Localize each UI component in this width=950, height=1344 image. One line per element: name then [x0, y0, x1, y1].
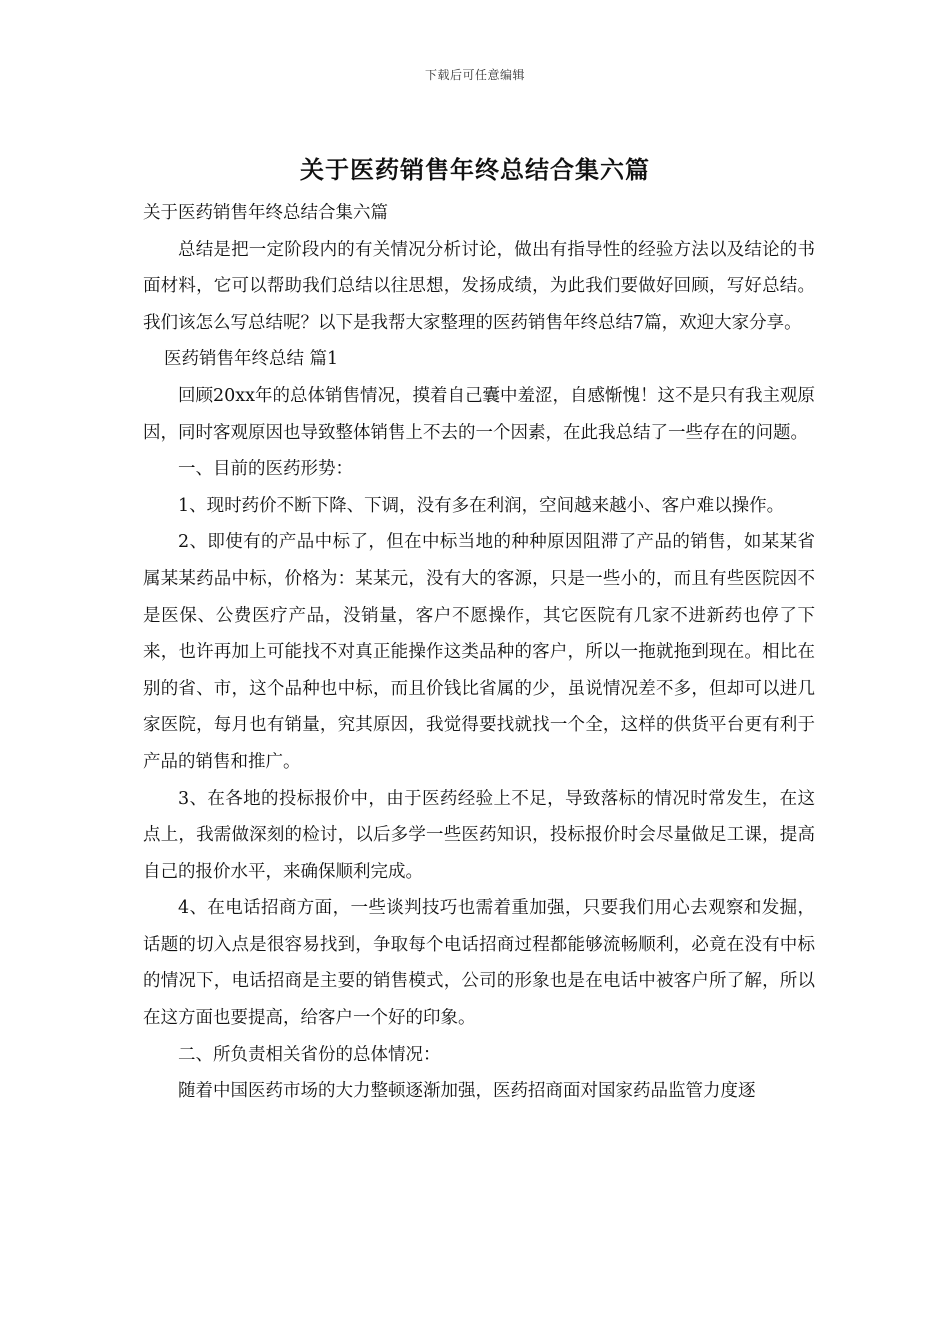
subtitle-line: 关于医药销售年终总结合集六篇 — [143, 203, 388, 223]
paragraph-review: 回顾20xx年的总体销售情况，摸着自己囊中羞涩，自感惭愧！这不是只有我主观原因，同时客观原因也导致整体销售上不去的一个因素，在此我总结了一些存在的问题。 — [143, 385, 816, 443]
list-item-3: 3、在各地的投标报价中，由于医药经验上不足，导致落标的情况时常发生，在这点上，我需做深刻的检讨，以后多学一些医药知识，投标报价时会尽量做足工课，提高自己的报价水平，来确保顺利完成。 — [143, 788, 815, 882]
heading-province-overview: 二、所负责相关省份的总体情况： — [178, 1044, 441, 1065]
section-heading-article-1: 医药销售年终总结 篇1 — [164, 349, 339, 370]
intro-paragraph: 总结是把一定阶段内的有关情况分析讨论，做出有指导性的经验方法以及结论的书面材料，它可以帮助我们总结以往思想，发扬成绩，为此我们要做好回顾，写好总结。我们该怎么写总结呢？以下是我帮大家整理的医药销售年终总结7篇，欢迎大家分享。 — [143, 239, 815, 333]
document-body — [143, 195, 815, 1110]
list-item-4: 4、在电话招商方面，一些谈判技巧也需着重加强，只要我们用心去观察和发掘，话题的切入点是很容易找到，争取每个电话招商过程都能够流畅顺利，必竟在没有中标的情况下，电话招商是主要的销售模式，公司的形象也是在电话中被客户所了解，所以在这方面也要提高，给客户一个好的印象。 — [143, 898, 815, 1029]
document-title: 关于医药销售年终总结合集六篇 — [300, 155, 650, 184]
list-item-2: 2、即使有的产品中标了，但在中标当地的种种原因阻滞了产品的销售，如某某省属某某药品中标，价格为：某某元，没有大的客源，只是一些小的，而且有些医院因不是医保、公费医疗产品，没销量，客户不愿操作，其它医院有几家不进新药也停了下来，也许再加上可能找不对真正能操作这类品种的客户，所以一拖就拖到现在。相比在别的省、市，这个品种也中标，而且价钱比省属的少，虽说情况差不多，但却可以进几家医院，每月也有销量，究其原因，我觉得要找就找一个全，这样的供货平台更有利于产品的销售和推广。 — [143, 532, 815, 772]
paragraph-market: 随着中国医药市场的大力整顿逐渐加强，医药招商面对国家药品监管力度逐 — [178, 1081, 756, 1102]
heading-current-situation: 一、目前的医药形势： — [178, 459, 353, 480]
list-item-1: 1、现时药价不断下降、下调，没有多在利润，空间越来越小、客户难以操作。 — [178, 495, 785, 516]
header-note: 下载后可任意编辑 — [424, 68, 525, 82]
